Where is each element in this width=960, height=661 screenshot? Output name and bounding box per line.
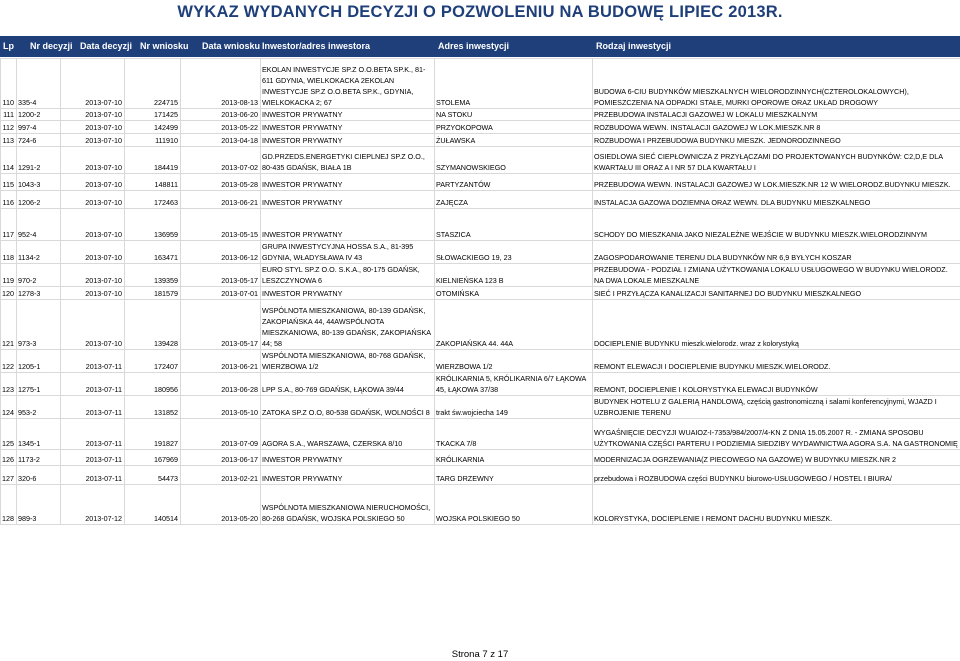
nr-wniosku-cell: 54473 <box>125 466 181 485</box>
adres-inwestycji-cell: KRÓLIKARNIA 5, KRÓLIKARNIA 6/7 ŁĄKOWA 45, ŁĄKOWA 37/38 <box>435 373 593 396</box>
rodzaj-inwestycji-cell: OSIEDLOWA SIEĆ CIEPŁOWNICZA Z PRZYŁĄCZAMI DO PROJEKTOWANYCH BUDYNKÓW: C2,D,E DLA KWARTAŁU III ORAZ A I NR 57 DLA KWARTAŁU I <box>593 147 960 174</box>
data-wniosku-cell: 2013-04-18 <box>181 134 261 147</box>
nr-wniosku-cell: 163471 <box>125 241 181 264</box>
table-row <box>1 485 960 525</box>
nr-decyzji-cell: 953-2 <box>17 396 61 419</box>
adres-inwestycji-cell: STASZICA <box>435 209 593 241</box>
inwestor-cell: ZATOKA SP.Z O.O, 80-538 GDAŃSK, WOLNOŚCI 8 <box>261 396 435 419</box>
inwestor-cell: AGORA S.A., WARSZAWA, CZERSKA 8/10 <box>261 419 435 450</box>
data-decyzji-cell: 2013-07-10 <box>61 59 125 109</box>
rodzaj-inwestycji-cell: SCHODY DO MIESZKANIA JAKO NIEZALEŻNE WEJŚCIE W BUDYNKU MIESZK.WIELORODZINNYM <box>593 209 960 241</box>
table-row <box>1 264 960 287</box>
rodzaj-inwestycji-cell: INSTALACJA GAZOWA DOZIEMNA ORAZ WEWN. DLA BUDYNKU MIESZKALNEGO <box>593 191 960 209</box>
data-wniosku-cell: 2013-07-01 <box>181 287 261 300</box>
lp-cell: 121 <box>1 300 17 350</box>
nr-wniosku-cell: 131852 <box>125 396 181 419</box>
inwestor-cell: WSPÓLNOTA MIESZKANIOWA, 80-768 GDAŃSK, WIERZBOWA 1/2 <box>261 350 435 373</box>
data-wniosku-cell: 2013-05-17 <box>181 300 261 350</box>
nr-decyzji-cell: 335-4 <box>17 59 61 109</box>
rodzaj-inwestycji-cell: PRZEBUDOWA INSTALACJI GAZOWEJ W LOKALU MIESZKALNYM <box>593 109 960 121</box>
nr-decyzji-cell: 1345-1 <box>17 419 61 450</box>
nr-decyzji-cell: 989-3 <box>17 485 61 525</box>
adres-inwestycji-cell: ZAKOPIAŃSKA 44. 44A <box>435 300 593 350</box>
column-header-adres-inwestycji: Adres inwestycji <box>438 41 510 51</box>
table-row <box>1 396 960 419</box>
nr-decyzji-cell: 1134-2 <box>17 241 61 264</box>
data-wniosku-cell: 2013-06-21 <box>181 350 261 373</box>
nr-decyzji-cell: 973-3 <box>17 300 61 350</box>
nr-wniosku-cell: 172407 <box>125 350 181 373</box>
nr-wniosku-cell: 184419 <box>125 147 181 174</box>
adres-inwestycji-cell: PRZYOKOPOWA <box>435 121 593 134</box>
inwestor-cell: INWESTOR PRYWATNY <box>261 209 435 241</box>
table-header <box>0 36 960 57</box>
lp-cell: 115 <box>1 174 17 191</box>
lp-cell: 126 <box>1 450 17 466</box>
lp-cell: 119 <box>1 264 17 287</box>
data-decyzji-cell: 2013-07-10 <box>61 209 125 241</box>
lp-cell: 128 <box>1 485 17 525</box>
lp-cell: 112 <box>1 121 17 134</box>
data-wniosku-cell: 2013-05-28 <box>181 174 261 191</box>
lp-cell: 113 <box>1 134 17 147</box>
data-decyzji-cell: 2013-07-11 <box>61 373 125 396</box>
inwestor-cell: WSPÓLNOTA MIESZKANIOWA, 80-139 GDAŃSK, ZAKOPIAŃSKA 44, 44AWSPÓLNOTA MIESZKANIOWA, 80-139 GDAŃSK, ZAKOPIAŃSKA 44; 58 <box>261 300 435 350</box>
rodzaj-inwestycji-cell: DOCIEPLENIE BUDYNKU mieszk.wielorodz. wraz z kolorystyką <box>593 300 960 350</box>
data-decyzji-cell: 2013-07-11 <box>61 419 125 450</box>
inwestor-cell: INWESTOR PRYWATNY <box>261 466 435 485</box>
data-wniosku-cell: 2013-05-10 <box>181 396 261 419</box>
nr-decyzji-cell: 970-2 <box>17 264 61 287</box>
lp-cell: 127 <box>1 466 17 485</box>
inwestor-cell: EURO STYL SP.Z O.O. S.K.A., 80-175 GDAŃSK, LESZCZYNOWA 6 <box>261 264 435 287</box>
nr-wniosku-cell: 180956 <box>125 373 181 396</box>
table-row <box>1 121 960 134</box>
data-wniosku-cell: 2013-05-20 <box>181 485 261 525</box>
inwestor-cell: EKOLAN INWESTYCJE SP.Z O.O.BETA SP.K., 81-611 GDYNIA, WIELKOKACKA 2EKOLAN INWESTYCJE SP.Z O.O.BETA SP.K., GDYNIA, WIELKOKACKA 2; 67 <box>261 59 435 109</box>
nr-wniosku-cell: 148811 <box>125 174 181 191</box>
data-decyzji-cell: 2013-07-10 <box>61 134 125 147</box>
data-wniosku-cell: 2013-05-17 <box>181 264 261 287</box>
nr-decyzji-cell: 952-4 <box>17 209 61 241</box>
data-decyzji-cell: 2013-07-11 <box>61 396 125 419</box>
column-header-rodzaj-inwestycji: Rodzaj inwestycji <box>596 41 672 51</box>
adres-inwestycji-cell: TKACKA 7/8 <box>435 419 593 450</box>
nr-wniosku-cell: 224715 <box>125 59 181 109</box>
table-row <box>1 300 960 350</box>
data-wniosku-cell: 2013-07-02 <box>181 147 261 174</box>
table-row <box>1 466 960 485</box>
lp-cell: 114 <box>1 147 17 174</box>
inwestor-cell: INWESTOR PRYWATNY <box>261 174 435 191</box>
adres-inwestycji-cell: ŻUŁAWSKA <box>435 134 593 147</box>
adres-inwestycji-cell: ZAJĘCZA <box>435 191 593 209</box>
nr-decyzji-cell: 1200-2 <box>17 109 61 121</box>
nr-wniosku-cell: 142499 <box>125 121 181 134</box>
adres-inwestycji-cell: STOLEMA <box>435 59 593 109</box>
rodzaj-inwestycji-cell: KOLORYSTYKA, DOCIEPLENIE I REMONT DACHU BUDYNKU MIESZK. <box>593 485 960 525</box>
inwestor-cell: WSPÓLNOTA MIESZKANIOWA NIERUCHOMOŚCI, 80-268 GDAŃSK, WOJSKA POLSKIEGO 50 <box>261 485 435 525</box>
column-header-nr-wniosku: Nr wniosku <box>140 41 189 51</box>
inwestor-cell: GRUPA INWESTYCYJNA HOSSA S.A., 81-395 GDYNIA, WŁADYSŁAWA IV 43 <box>261 241 435 264</box>
adres-inwestycji-cell: TARG DRZEWNY <box>435 466 593 485</box>
inwestor-cell: INWESTOR PRYWATNY <box>261 287 435 300</box>
data-decyzji-cell: 2013-07-10 <box>61 147 125 174</box>
nr-decyzji-cell: 1206-2 <box>17 191 61 209</box>
nr-decyzji-cell: 724-6 <box>17 134 61 147</box>
lp-cell: 120 <box>1 287 17 300</box>
rodzaj-inwestycji-cell: przebudowa i ROZBUDOWA części BUDYNKU biurowo-USŁUGOWEGO / HOSTEL I BIURA/ <box>593 466 960 485</box>
data-wniosku-cell: 2013-06-20 <box>181 109 261 121</box>
data-wniosku-cell: 2013-05-15 <box>181 209 261 241</box>
data-decyzji-cell: 2013-07-10 <box>61 191 125 209</box>
nr-decyzji-cell: 320-6 <box>17 466 61 485</box>
column-header-inwestor: Inwestor/adres inwestora <box>262 41 371 51</box>
nr-decyzji-cell: 1275-1 <box>17 373 61 396</box>
rodzaj-inwestycji-cell: WYGAŚNIĘCIE DECYZJI WUAIOZ-I-7353/984/2007/4-KN Z DNIA 15.05.2007 R. - ZMIANA SPOSOBU UŻYTKOWANIA CZĘŚCI PARTERU I PODZIEMIA SIEDZIBY WYDAWNICTWA AGORA S.A. NA GASTRONOMIĘ <box>593 419 960 450</box>
lp-cell: 117 <box>1 209 17 241</box>
adres-inwestycji-cell: OTOMIŃSKA <box>435 287 593 300</box>
rodzaj-inwestycji-cell: SIEĆ I PRZYŁĄCZA KANALIZACJI SANITARNEJ DO BUDYNKU MIESZKALNEGO <box>593 287 960 300</box>
data-wniosku-cell: 2013-07-09 <box>181 419 261 450</box>
inwestor-cell: INWESTOR PRYWATNY <box>261 134 435 147</box>
data-wniosku-cell: 2013-05-22 <box>181 121 261 134</box>
page-title: WYKAZ WYDANYCH DECYZJI O POZWOLENIU NA BUDOWĘ LIPIEC 2013R. <box>177 3 783 21</box>
column-header-lp: Lp <box>3 41 14 51</box>
data-decyzji-cell: 2013-07-11 <box>61 466 125 485</box>
table-row <box>1 373 960 396</box>
lp-cell: 110 <box>1 59 17 109</box>
nr-wniosku-cell: 171425 <box>125 109 181 121</box>
data-decyzji-cell: 2013-07-10 <box>61 287 125 300</box>
table-row <box>1 350 960 373</box>
inwestor-cell: INWESTOR PRYWATNY <box>261 109 435 121</box>
column-header-data-wniosku: Data wniosku <box>202 41 261 51</box>
rodzaj-inwestycji-cell: PRZEBUDOWA WEWN. INSTALACJI GAZOWEJ W LOK.MIESZK.NR 12 W WIELORODZ.BUDYNKU MIESZK. <box>593 174 960 191</box>
data-decyzji-cell: 2013-07-12 <box>61 485 125 525</box>
nr-wniosku-cell: 136959 <box>125 209 181 241</box>
adres-inwestycji-cell: NA STOKU <box>435 109 593 121</box>
data-wniosku-cell: 2013-02-21 <box>181 466 261 485</box>
nr-decyzji-cell: 1278-3 <box>17 287 61 300</box>
rodzaj-inwestycji-cell: ROZBUDOWA WEWN. INSTALACJI GAZOWEJ W LOK.MIESZK.NR 8 <box>593 121 960 134</box>
rodzaj-inwestycji-cell: REMONT, DOCIEPLENIE I KOLORYSTYKA ELEWACJI BUDYNKÓW <box>593 373 960 396</box>
rodzaj-inwestycji-cell: REMONT ELEWACJI I DOCIEPLENIE BUDYNKU MIESZK.WIELORODZ. <box>593 350 960 373</box>
table-row <box>1 241 960 264</box>
data-wniosku-cell: 2013-06-28 <box>181 373 261 396</box>
table-row <box>1 109 960 121</box>
table-row <box>1 191 960 209</box>
adres-inwestycji-cell: WIERZBOWA 1/2 <box>435 350 593 373</box>
rodzaj-inwestycji-cell: ZAGOSPODAROWANIE TERENU DLA BUDYNKÓW NR 6,9 BYŁYCH KOSZAR <box>593 241 960 264</box>
data-decyzji-cell: 2013-07-10 <box>61 300 125 350</box>
table-row <box>1 450 960 466</box>
nr-decyzji-cell: 997-4 <box>17 121 61 134</box>
nr-wniosku-cell: 172463 <box>125 191 181 209</box>
adres-inwestycji-cell: PARTYZANTÓW <box>435 174 593 191</box>
adres-inwestycji-cell: SŁOWACKIEGO 19, 23 <box>435 241 593 264</box>
nr-wniosku-cell: 167969 <box>125 450 181 466</box>
inwestor-cell: INWESTOR PRYWATNY <box>261 191 435 209</box>
rodzaj-inwestycji-cell: PRZEBUDOWA - PODZIAŁ I ZMIANA UŻYTKOWANIA LOKALU USŁUGOWEGO W BUDYNKU WIELORODZ. NA DWA LOKALE MIESZKALNE <box>593 264 960 287</box>
data-wniosku-cell: 2013-06-12 <box>181 241 261 264</box>
data-wniosku-cell: 2013-08-13 <box>181 59 261 109</box>
column-header-nr-decyzji: Nr decyzji <box>30 41 73 51</box>
adres-inwestycji-cell: trakt św.wojciecha 149 <box>435 396 593 419</box>
table-row <box>1 174 960 191</box>
inwestor-cell: GD.PRZEDS.ENERGETYKI CIEPLNEJ SP.Z O.O., 80-435 GDAŃSK, BIAŁA 1B <box>261 147 435 174</box>
data-decyzji-cell: 2013-07-10 <box>61 109 125 121</box>
table-row <box>1 287 960 300</box>
nr-wniosku-cell: 139359 <box>125 264 181 287</box>
table-row <box>1 134 960 147</box>
inwestor-cell: INWESTOR PRYWATNY <box>261 121 435 134</box>
data-decyzji-cell: 2013-07-10 <box>61 241 125 264</box>
column-header-data-decyzji: Data decyzji <box>80 41 133 51</box>
adres-inwestycji-cell: SZYMANOWSKIEGO <box>435 147 593 174</box>
rodzaj-inwestycji-cell: BUDOWA 6-CIU BUDYNKÓW MIESZKALNYCH WIELORODZINNYCH(CZTEROLOKALOWYCH), POMIESZCZENIA NA ODPADKI STAŁE, MURKI OPOROWE ORAZ UKŁAD DROGOWY <box>593 59 960 109</box>
page-number: Strona 7 z 17 <box>451 649 509 660</box>
lp-cell: 116 <box>1 191 17 209</box>
table-row <box>1 147 960 174</box>
nr-decyzji-cell: 1043-3 <box>17 174 61 191</box>
lp-cell: 124 <box>1 396 17 419</box>
table-row <box>1 419 960 450</box>
lp-cell: 111 <box>1 109 17 121</box>
nr-wniosku-cell: 111910 <box>125 134 181 147</box>
data-decyzji-cell: 2013-07-10 <box>61 174 125 191</box>
nr-decyzji-cell: 1173-2 <box>17 450 61 466</box>
lp-cell: 125 <box>1 419 17 450</box>
table-row <box>1 209 960 241</box>
nr-wniosku-cell: 191827 <box>125 419 181 450</box>
lp-cell: 122 <box>1 350 17 373</box>
inwestor-cell: LPP S.A., 80-769 GDAŃSK, ŁĄKOWA 39/44 <box>261 373 435 396</box>
data-decyzji-cell: 2013-07-10 <box>61 121 125 134</box>
data-decyzji-cell: 2013-07-10 <box>61 264 125 287</box>
rodzaj-inwestycji-cell: MODERNIZACJA OGRZEWANIA(Z PIECOWEGO NA GAZOWE) W BUDYNKU MIESZK.NR 2 <box>593 450 960 466</box>
table-row <box>1 59 960 109</box>
lp-cell: 123 <box>1 373 17 396</box>
inwestor-cell: INWESTOR PRYWATNY <box>261 450 435 466</box>
rodzaj-inwestycji-cell: ROZBUDOWA I PRZEBUDOWA BUDYNKU MIESZK. JEDNORODZINNEGO <box>593 134 960 147</box>
adres-inwestycji-cell: WOJSKA POLSKIEGO 50 <box>435 485 593 525</box>
adres-inwestycji-cell: KIELNIEŃSKA 123 B <box>435 264 593 287</box>
data-decyzji-cell: 2013-07-11 <box>61 450 125 466</box>
rodzaj-inwestycji-cell: BUDYNEK HOTELU Z GALERIĄ HANDLOWĄ, częścią gastronomiczną i salami konferencyjnymi, WJAZD I UZBROJENIE TERENU <box>593 396 960 419</box>
data-decyzji-cell: 2013-07-11 <box>61 350 125 373</box>
lp-cell: 118 <box>1 241 17 264</box>
nr-decyzji-cell: 1291-2 <box>17 147 61 174</box>
nr-decyzji-cell: 1205-1 <box>17 350 61 373</box>
adres-inwestycji-cell: KRÓLIKARNIA <box>435 450 593 466</box>
nr-wniosku-cell: 139428 <box>125 300 181 350</box>
nr-wniosku-cell: 140514 <box>125 485 181 525</box>
data-wniosku-cell: 2013-06-21 <box>181 191 261 209</box>
nr-wniosku-cell: 181579 <box>125 287 181 300</box>
decisions-table <box>0 58 960 525</box>
data-wniosku-cell: 2013-06-17 <box>181 450 261 466</box>
